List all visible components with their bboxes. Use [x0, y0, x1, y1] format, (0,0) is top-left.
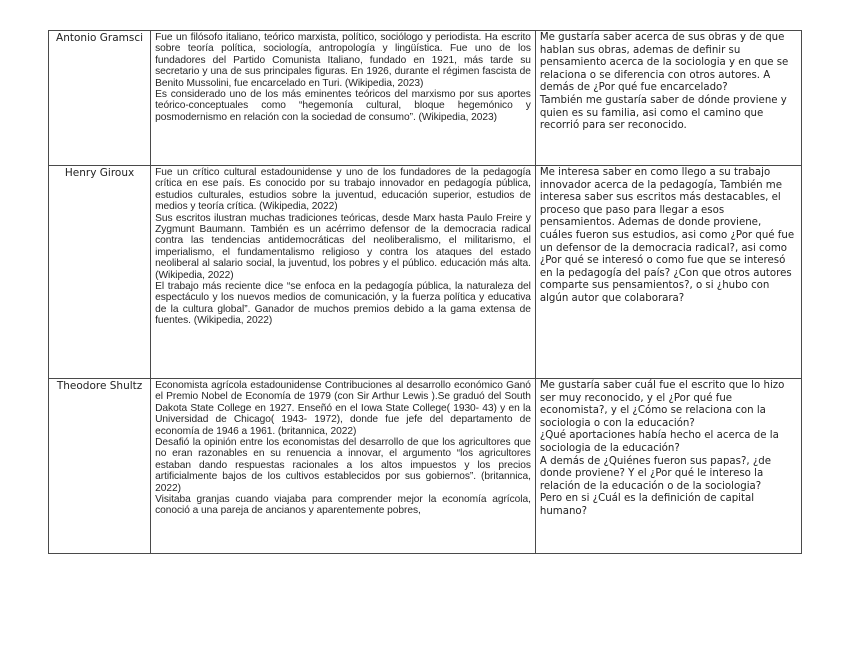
table-row	[49, 31, 802, 166]
description-paragraph: El trabajo más reciente dice “se enfoca en la pedagogía pública, la naturaleza del espectáculo y los nuevos medios de comunicación, y la fuerza política y educativa de la cultura global”. Ganador de muchos premios debido a la gama extensa de fuentes. (Wikipedia, 2022)	[155, 281, 531, 327]
description-paragraph: Es considerado uno de los más eminentes teóricos del marxismo por sus aportes teórico-conceptuales como “hegemonía cultural, bloque hegemónico y posmodernismo en relación con la sociedad de consumo”. (Wikipedia, 2023)	[155, 89, 531, 123]
author-description	[151, 379, 536, 554]
description-paragraph: Sus escritos ilustran muchas tradiciones teóricas, desde Marx hasta Paulo Freire y Zygmunt Baumann. También es un acérrimo defensor de la democracia radical contra las tendencias antidemocráticas del neoliberalismo, el militarismo, el imperialismo, el fundamentalismo religioso y contra los ataques del estado neoliberal al salario social, la juventud, los pobres y el público. educación más alta. (Wikipedia, 2022)	[155, 212, 531, 281]
author-name: Henry Giroux	[49, 166, 151, 379]
description-paragraph: Fue un crítico cultural estadounidense y uno de los fundadores de la pedagogía crítica en ese país. Es conocido por su trabajo innovador en pedagogía pública, estudios culturales, estudios sobre la juventud, educación superior, estudios de medios y teoría crítica. (Wikipedia, 2022)	[155, 167, 531, 213]
note-paragraph: Me gustaría saber cuál fue el escrito que lo hizo ser muy reconocido, y el ¿Por qué fue economista?, y el ¿Cómo se relaciona con la sociologia o con la educación?	[539, 380, 785, 429]
authors-table	[48, 30, 802, 554]
note-paragraph: Pero en si ¿Cuál es la definición de capital humano?	[539, 493, 755, 517]
note-paragraph: Me gustaría saber acerca de sus obras y de que hablan sus obras, ademas de definir su pensamiento acerca de la sociologia y en que se relaciona o se diferencia con otros autores. A demás de ¿Por qué fue encarcelado?	[539, 32, 789, 94]
author-notes	[535, 379, 801, 554]
description-paragraph: Fue un filósofo italiano, teórico marxista, político, sociólogo y periodista. Ha escrito sobre teoría política, sociología, antropología y lingüística. Fue uno de los fundadores del Partido Comunista Italiano, fundado en 1921, más tarde su secretario y una de sus principales figuras. En 1926, durante el régimen fascista de Benito Mussolini, fue encarcelado en Turi. (Wikipedia, 2023)	[155, 32, 531, 89]
note-paragraph: También me gustaría saber de dónde proviene y quien es su familia, asi como el camino que recorrió para ser reconocido.	[539, 94, 787, 132]
note-paragraph: Me interesa saber en como llego a su trabajo innovador acerca de la pedagogía, También me interesa saber sus escritos más destacables, el proceso que paso para llegar a esos pensamientos. Ademas de donde proviene, cuáles fueron sus estudios, asi como ¿Por qué fue un defensor de la democracia radical?, asi como ¿Por qué se interesó o como fue que se interesó en la pedagogía del país? ¿Con que otros autores comparte sus pensamientos?, o si ¿hubo con algún autor que colaborara?	[539, 167, 795, 304]
note-paragraph: A demás de ¿Quiénes fueron sus papas?, ¿de donde proviene? Y el ¿Por qué le intereso la relación de la educación o de la sociologia?	[539, 455, 772, 492]
table-row	[49, 166, 802, 379]
description-paragraph: Desafió la opinión entre los economistas del desarrollo de que los agricultores que no eran razonables en su renuencia a innovar, el argumento “los agricultores estaban dando respuestas racionales a los altos impuestos y los precios artificialmente bajos de los cultivos establecidos por sus gobiernos”. (britannica, 2022)	[155, 437, 531, 494]
note-paragraph: ¿Qué aportaciones había hecho el acerca de la sociologia de la educación?	[539, 430, 779, 454]
author-notes	[535, 31, 801, 166]
author-notes	[535, 166, 801, 379]
author-description	[151, 166, 536, 379]
author-name: Antonio Gramsci	[49, 31, 151, 166]
description-paragraph: Visitaba granjas cuando viajaba para comprender mejor la economía agrícola, conoció a una pareja de ancianos y aparentemente pobres,	[155, 494, 531, 517]
table-row	[49, 379, 802, 554]
author-name: Theodore Shultz	[49, 379, 151, 554]
description-clip	[155, 380, 531, 552]
description-paragraph: Economista agrícola estadounidense Contribuciones al desarrollo económico Ganó el Premio Nobel de Economía de 1979 (con Sir Arthur Lewis ).Se graduó del South Dakota State College en 1927. Enseñó en el Iowa State College( 1930- 43) y en la Universidad de Chicago( 1943- 1972), donde fue jefe del departamento de economía de 1946 a 1961. (britannica, 2022)	[155, 380, 531, 437]
author-description	[151, 31, 536, 166]
